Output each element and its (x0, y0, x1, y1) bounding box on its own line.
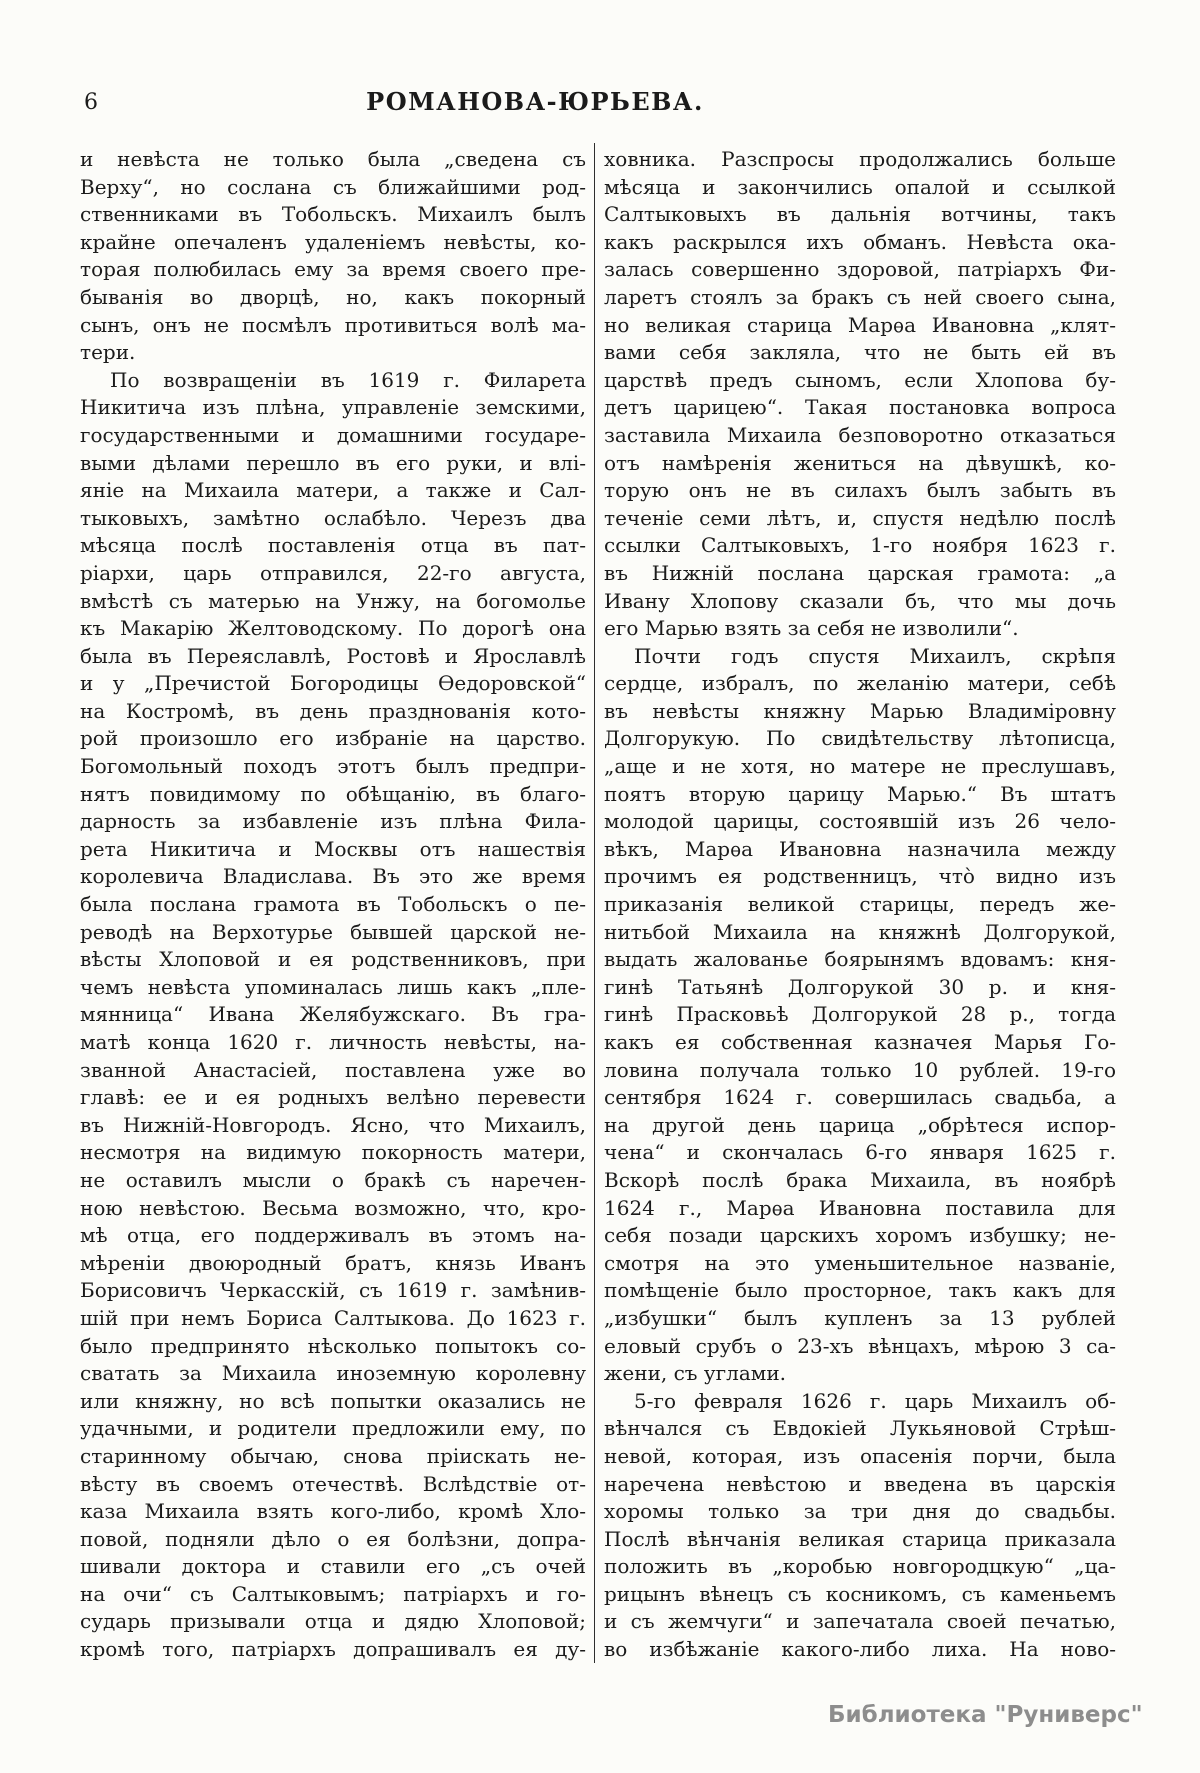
text-line: была послана грамота въ Тобольскъ о пе- (80, 892, 586, 917)
text-line: мѣсяца послѣ поставленія отца въ пат- (80, 533, 586, 558)
column-divider (594, 143, 595, 1663)
text-line: гинѣ Татьянѣ Долгорукой 30 р. и кня- (604, 974, 1116, 999)
text-line: каза Михаила взять кого-либо, кромѣ Хло- (80, 1499, 586, 1524)
text-line: его Марью взять за себя не изволили“. (604, 616, 1019, 641)
text-line: гинѣ Прасковьѣ Долгорукой 28 р., тогда (604, 1002, 1116, 1027)
text-line: ларетъ стоялъ за бракъ съ ней своего сына, (604, 284, 1116, 309)
text-line: помѣщеніе было просторное, такъ какъ для (604, 1278, 1116, 1303)
text-line: заставила Михаила безповоротно отказаться (604, 422, 1116, 447)
text-line: тери. (80, 340, 136, 365)
text-line: но великая старица Марѳа Ивановна „клят- (604, 312, 1116, 337)
text-line: вѣсту въ своемъ отечествѣ. Вслѣдствіе от- (80, 1471, 586, 1496)
text-line: была въ Переяславлѣ, Ростовѣ и Ярославлѣ (80, 643, 586, 668)
text-line: торую онъ не въ силахъ былъ забыть въ (604, 478, 1116, 503)
text-line: на очи“ съ Салтыковымъ; патріархъ и го- (80, 1581, 586, 1606)
text-line: въ Нижній-Новгородъ. Ясно, что Михаилъ, (80, 1112, 586, 1137)
text-line: поятъ вторую царицу Марью.“ Въ штатъ (604, 781, 1116, 806)
text-line: сынъ, онъ не посмѣлъ противиться волѣ ма- (80, 312, 586, 337)
text-line: сентября 1624 г. совершилась свадьба, а (604, 1085, 1116, 1110)
text-line: рета Никитича и Москвы отъ нашествія (80, 836, 586, 861)
text-line: сватать за Михаила иноземную королевну (80, 1361, 586, 1386)
text-line: дарность за избавленіе изъ плѣна Фила- (80, 809, 586, 834)
text-column-right (604, 146, 1116, 1664)
text-line: вами себя закляла, что не быть ей въ (604, 340, 1116, 365)
text-line: вѣкъ, Марѳа Ивановна назначила между (604, 836, 1116, 861)
text-line: жени, съ углами. (604, 1361, 787, 1386)
text-line: вѣнчался съ Евдокіей Лукьяновой Стрѣш- (604, 1416, 1116, 1441)
text-line: мѣреніи двоюродный братъ, князь Иванъ (80, 1250, 586, 1275)
text-line: вмѣстѣ съ матерью на Унжу, на богомолье (80, 588, 586, 613)
text-line: королевича Владислава. Въ это же время (80, 864, 586, 889)
text-line: Богомольный походъ этотъ былъ предпри- (80, 754, 586, 779)
text-line: смотря на это уменьшительное названіе, (604, 1250, 1116, 1275)
text-line: мянница“ Ивана Желябужскаго. Въ гра- (80, 1002, 586, 1027)
text-line: и съ жемчуги“ и запечатала своей печатью, (604, 1609, 1116, 1634)
text-line: шій при немъ Бориса Салтыкова. До 1623 г. (80, 1305, 586, 1330)
text-line: невой, которая, изъ опасенія порчи, была (604, 1443, 1116, 1468)
text-column-left (80, 146, 586, 1664)
text-line: Послѣ вѣнчанія великая старица приказала (604, 1526, 1116, 1551)
text-line: старинному обычаю, снова пріискать не- (80, 1443, 586, 1468)
text-line: 1624 г., Марѳа Ивановна поставила для (604, 1195, 1116, 1220)
text-line: и у „Пречистой Богородицы Ѳедоровской“ (80, 671, 586, 696)
text-line: ховника. Разспросы продолжались больше (604, 147, 1116, 171)
text-line: Вскорѣ послѣ брака Михаила, въ ноябрѣ (604, 1167, 1116, 1192)
text-line: шивали доктора и ставили его „съ очей (80, 1554, 586, 1579)
text-line: Никитича изъ плѣна, управленіе земскими, (80, 395, 586, 420)
text-line: нитьбой Михаила на княжнѣ Долгорукой, (604, 919, 1116, 944)
text-line: Салтыковыхъ въ дальнія вотчины, такъ (604, 202, 1116, 227)
text-line: теченіе семи лѣтъ, и, спустя недѣлю послѣ (604, 505, 1116, 530)
text-line: несмотря на видимую покорность матери, (80, 1140, 586, 1165)
text-line: По возвращеніи въ 1619 г. Филарета (110, 367, 586, 392)
text-line: мѣсяца и закончились опалой и ссылкой (604, 174, 1116, 199)
text-line: положить въ „коробью новгородцкую“ „ца- (604, 1554, 1116, 1579)
text-line: Почти годъ спустя Михаилъ, скрѣпя (634, 643, 1116, 668)
text-line: ною невѣстою. Весьма возможно, что, кро- (80, 1195, 586, 1220)
text-line: приказанія великой старицы, передъ же- (604, 892, 1116, 917)
page-title: РОМАНОВА-ЮРЬЕВА. (366, 87, 704, 116)
text-line: главѣ: ее и ея родныхъ велѣно перевести (80, 1085, 586, 1110)
text-line: ссылки Салтыковыхъ, 1-го ноября 1623 г. (604, 533, 1116, 558)
text-line: было предпринято нѣсколько попытокъ со- (80, 1333, 586, 1358)
text-line: залась совершенно здоровой, патріархъ Фи- (604, 257, 1116, 282)
text-line: къ Макарію Желтоводскому. По дорогѣ она (80, 616, 586, 641)
text-line: торая полюбилась ему за время своего пре- (80, 257, 586, 282)
text-line: сударь призывали отца и дядю Хлоповой; (80, 1609, 586, 1634)
text-line: удачными, и родители предложили ему, по (80, 1416, 586, 1441)
page-number: 6 (84, 90, 98, 115)
text-line: себя позади царскихъ хоромъ избушку; не- (604, 1223, 1116, 1248)
text-line: „аще и не хотя, но матере не преслушавъ, (604, 754, 1116, 779)
text-line: рой произошло его избраніе на царство. (80, 726, 586, 751)
text-line: реводѣ на Верхотурье бывшей царской не- (80, 919, 586, 944)
text-line: званной Анастасіей, поставлена уже во (80, 1057, 586, 1082)
text-line: отъ намѣренія жениться на дѣвушкѣ, ко- (604, 450, 1116, 475)
text-line: Ивану Хлопову сказали бъ, что мы дочь (604, 588, 1116, 613)
text-line: рицынъ вѣнецъ съ косникомъ, съ каменьемъ (604, 1581, 1116, 1606)
text-line: Долгорукую. По свидѣтельству лѣтописца, (604, 726, 1116, 751)
text-line: Верху“, но сослана съ ближайшими род- (80, 174, 586, 199)
text-line: какъ раскрылся ихъ обманъ. Невѣста ока- (604, 229, 1116, 254)
text-line: тыковыхъ, замѣтно ослабѣло. Черезъ два (80, 505, 586, 530)
text-line: на Костромѣ, въ день празднованія кото- (80, 698, 586, 723)
text-line: крайне опечаленъ удаленіемъ невѣсты, ко- (80, 229, 586, 254)
text-line: въ невѣсты княжну Марью Владиміровну (604, 698, 1116, 723)
text-line: въ Нижній послана царская грамота: „а (604, 560, 1116, 585)
text-line: на другой день царица „обрѣтеся испор- (604, 1112, 1116, 1137)
text-line: во избѣжаніе какого-либо лиха. На ново- (604, 1637, 1116, 1662)
text-line: наречена невѣстою и введена въ царскія (604, 1471, 1116, 1496)
text-line: кромѣ того, патріархъ допрашивалъ ея ду- (80, 1637, 586, 1662)
text-line: молодой царицы, состоявшій изъ 26 чело- (604, 809, 1116, 834)
text-line: или княжну, но всѣ попытки оказались не (80, 1388, 586, 1413)
text-line: быванія во дворцѣ, но, какъ покорный (80, 284, 586, 309)
text-line: какъ ея собственная казначея Марья Го- (604, 1030, 1116, 1054)
text-line: сердце, избралъ, по желанію матери, себѣ (604, 671, 1116, 696)
text-line: „избушки“ былъ купленъ за 13 рублей (604, 1305, 1116, 1330)
text-line: еловый срубъ о 23-хъ вѣнцахъ, мѣрою 3 са- (604, 1333, 1116, 1358)
text-line: ственниками въ Тобольскъ. Михаилъ былъ (80, 202, 586, 227)
text-line: Борисовичъ Черкасскій, съ 1619 г. замѣнив- (80, 1278, 586, 1303)
text-line: не оставилъ мысли о бракѣ съ наречен- (80, 1167, 586, 1192)
text-line: государственными и домашними государе- (80, 422, 586, 447)
text-line: хоромы только за три дня до свадьбы. (604, 1499, 1116, 1524)
text-line: чемъ невѣста упоминалась лишь какъ „пле- (80, 974, 586, 999)
text-line: яніе на Михаила матери, а также и Сал- (80, 478, 586, 503)
text-line: вѣсты Хлоповой и ея родственниковъ, при (80, 947, 586, 972)
text-line: прочимъ ея родственницъ, что̀ видно изъ (604, 864, 1116, 889)
text-line: выми дѣлами перешло въ его руки, и влі- (80, 450, 586, 475)
library-watermark: Библиотека "Руниверс" (828, 1702, 1143, 1728)
text-line: и невѣста не только была „сведена съ (80, 147, 586, 171)
text-line: ловина получала только 10 рублей. 19-го (604, 1057, 1116, 1082)
text-line: мѣ отца, его поддерживалъ въ этомъ на- (80, 1223, 586, 1248)
text-line: царствѣ предъ сыномъ, если Хлопова бу- (604, 367, 1116, 392)
text-line: чена“ и скончалась 6-го января 1625 г. (604, 1140, 1116, 1165)
text-line: выдать жалованье боярынямъ вдовамъ: кня- (604, 947, 1116, 972)
text-line: детъ царицею“. Такая постановка вопроса (604, 395, 1116, 420)
text-line: нятъ повидимому по обѣщанію, въ благо- (80, 781, 586, 806)
text-line: 5-го февраля 1626 г. царь Михаилъ об- (634, 1388, 1116, 1413)
text-line: повой, подняли дѣло о ея болѣзни, допра- (80, 1526, 586, 1551)
text-line: ріархи, царь отправился, 22-го августа, (80, 560, 586, 585)
text-line: матѣ конца 1620 г. личность невѣсты, на- (80, 1030, 586, 1054)
